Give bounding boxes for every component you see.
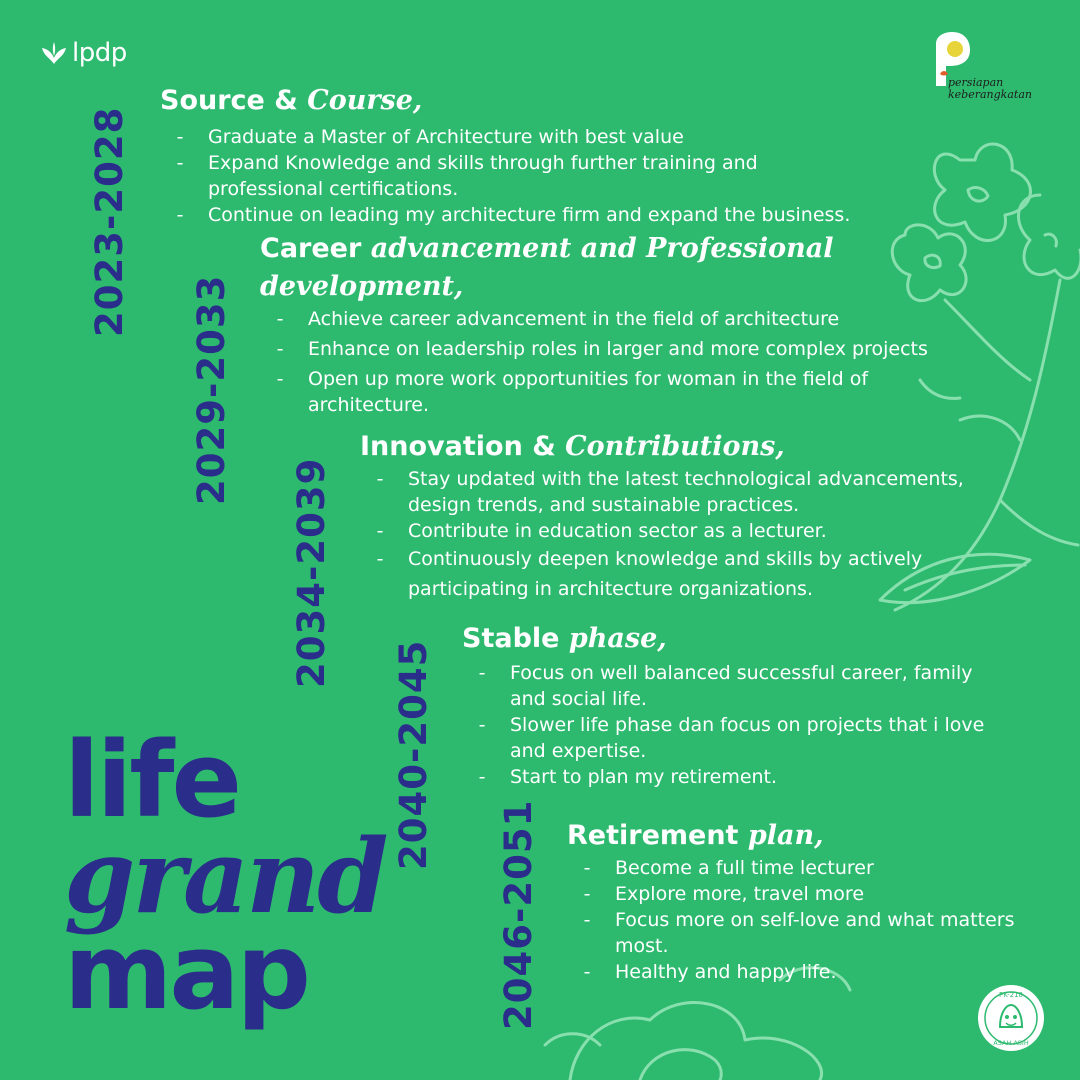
- title-plain: Innovation &: [360, 431, 566, 462]
- big-title-map: map: [64, 911, 308, 1033]
- title-plain: Career: [260, 233, 371, 264]
- pk-logo-line1: persiapan: [948, 76, 1004, 89]
- list-item: - Focus more on self-love and what matters most.: [581, 907, 1045, 959]
- list-item: - Expand Knowledge and skills through further training and professional certifications.: [174, 150, 798, 202]
- section-innovation-contributions: [360, 428, 1020, 604]
- section-source-course: [160, 82, 900, 228]
- section-title: [260, 230, 980, 268]
- section-title: [360, 428, 1020, 466]
- lpdp-logo-text: lpdp: [72, 38, 127, 68]
- section-retirement-plan: [567, 817, 1047, 985]
- title-emphasis: plan,: [747, 820, 824, 851]
- item-list: [374, 466, 1020, 604]
- item-list: [274, 306, 980, 418]
- title-emphasis: advancement and Professional: [370, 233, 834, 264]
- year-label-3: 2034-2039: [290, 457, 333, 688]
- badge-top-text: PK-210: [999, 991, 1023, 999]
- list-item: - Focus on well balanced successful career, family and social life.: [476, 660, 1010, 712]
- list-item: - Become a full time lecturer: [581, 855, 1047, 881]
- list-item: - Stay updated with the latest technological advancements, design trends, and sustainable practices.: [374, 466, 1008, 518]
- section-title: [160, 82, 900, 120]
- list-item: - Open up more work opportunities for woman in the field of architecture.: [274, 366, 898, 418]
- lpdp-logo: [40, 38, 127, 68]
- year-label-1: 2023-2028: [88, 106, 131, 337]
- section-stable-phase: [462, 620, 1022, 790]
- list-item: - Graduate a Master of Architecture with best value: [174, 124, 900, 150]
- year-label-2: 2029-2033: [190, 274, 233, 505]
- title-plain: Stable: [462, 623, 569, 654]
- year-label-4: 2040-2045: [392, 639, 435, 870]
- title-emphasis: Course,: [307, 85, 423, 116]
- list-item: - Enhance on leadership roles in larger and more complex projects: [274, 336, 980, 362]
- lpdp-leaf-icon: [40, 40, 68, 66]
- item-list: [174, 124, 900, 228]
- list-item: - Slower life phase dan focus on projects that i love and expertise.: [476, 712, 1010, 764]
- list-item: - Contribute in education sector as a lecturer.: [374, 518, 1020, 544]
- list-item: - Explore more, travel more: [581, 881, 1047, 907]
- section-title: [567, 817, 1047, 855]
- list-item: - Continue on leading my architecture firm and expand the business.: [174, 202, 900, 228]
- big-title-grand: grand: [64, 817, 386, 937]
- section-title: [462, 620, 1022, 658]
- badge-bottom-text: ASAH ASIH: [993, 1039, 1029, 1047]
- section-career-advancement: [260, 230, 980, 418]
- item-list: [581, 855, 1047, 985]
- item-list: [476, 660, 1022, 790]
- title-emphasis: Contributions,: [565, 431, 785, 462]
- title-emphasis: phase,: [568, 623, 667, 654]
- section-title-line2: [260, 268, 980, 306]
- year-label-5: 2046-2051: [497, 799, 540, 1030]
- list-item: - Start to plan my retirement.: [476, 764, 1022, 790]
- list-item: - Continuously deepen knowledge and skills by actively participating in architecture organizations.: [374, 544, 968, 604]
- title-emphasis-2: development,: [260, 271, 464, 302]
- title-plain: Source &: [160, 85, 308, 116]
- title-plain: Retirement: [567, 820, 748, 851]
- big-title-life: life: [64, 719, 240, 841]
- list-item: - Achieve career advancement in the field of architecture: [274, 306, 980, 332]
- pk-logo-line2: keberangkatan: [948, 88, 1032, 101]
- persiapan-keberangkatan-logo: [930, 32, 1050, 101]
- list-item: - Healthy and happy life.: [581, 959, 1047, 985]
- pk210-badge-icon: [976, 983, 1046, 1053]
